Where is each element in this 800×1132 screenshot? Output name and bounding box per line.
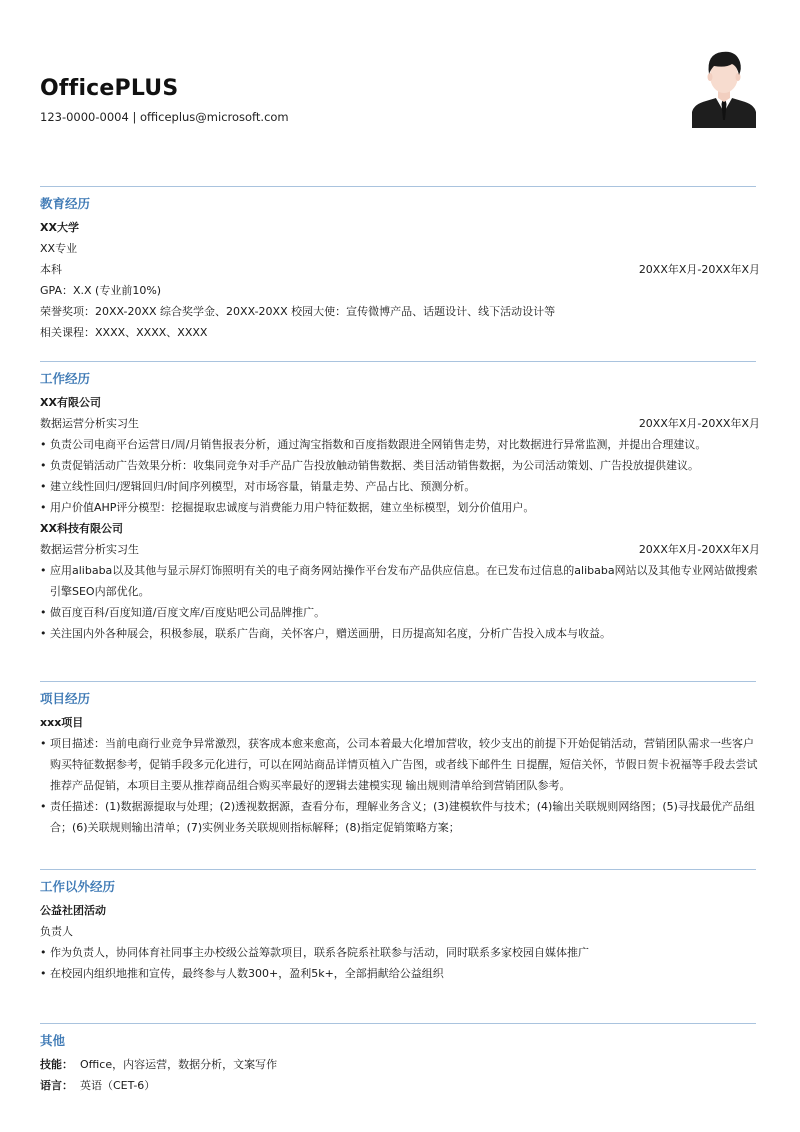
skills-label: 技能： (40, 1058, 73, 1071)
education-date: 20XX年X月-20XX年X月 (638, 263, 760, 276)
other-section (40, 1023, 756, 1096)
education-section (40, 186, 760, 343)
job-role-row (40, 413, 760, 434)
activities-title: 工作以外经历 (40, 879, 116, 894)
section-divider (40, 1023, 756, 1024)
major: XX专业 (40, 242, 78, 255)
work-title: 工作经历 (40, 371, 91, 386)
project-name: xxx项目 (40, 716, 84, 729)
other-title: 其他 (40, 1033, 66, 1048)
job-entry (40, 392, 760, 518)
education-title: 教育经历 (40, 196, 91, 211)
degree: 本科 (40, 263, 62, 276)
avatar-portrait (692, 42, 756, 128)
project-bullet: • 项目描述：当前电商行业竞争异常激烈，获客成本愈来愈高，公司本着最大化增加营收，较少支出的前提下开始促销活动，营销团队需求一些客户购买特征数据参考，促销手段多元化进行，可以在网站商品详情页植入广告图，或者线下邮件生 日提醒，短信关怀，节假日贺卡祝福等手段去尝试推荐产品促销，本项目主要从推荐商品组合购买率最好的逻辑去建模实现 输出规则清单给到营销团队参考。 (40, 733, 762, 796)
activity-org: 公益社团活动 (40, 904, 106, 917)
language-label: 语言： (40, 1079, 73, 1092)
activities-section (40, 869, 756, 984)
school-name: XX大学 (40, 221, 79, 234)
contact-info: 123-0000-0004 | officeplus@microsoft.com (40, 110, 289, 124)
degree-row (40, 259, 760, 280)
language-row (40, 1075, 756, 1096)
job-bullet: • 负责促销活动广告效果分析：收集同竞争对手产品广告投放触动销售数据、类目活动销售数据，为公司活动策划、广告投放提供建议。 (40, 455, 762, 476)
activity-bullet: • 作为负责人，协同体育社同事主办校级公益筹款项目，联系各院系社联参与活动，同时联系多家校园自媒体推广 (40, 942, 762, 963)
job-bullets (40, 434, 756, 518)
activity-role: 负责人 (40, 925, 73, 938)
language-value: 英语（CET-6） (80, 1079, 156, 1092)
job-bullet: • 用户价值AHP评分模型：挖掘提取忠诚度与消费能力用户特征数据，建立坐标模型，划分价值用户。 (40, 497, 762, 518)
section-divider (40, 869, 756, 870)
job-bullet: • 建立线性回归/逻辑回归/时间序列模型，对市场容量，销量走势、产品占比、预测分析。 (40, 476, 762, 497)
job-bullet: • 负责公司电商平台运营日/周/月销售报表分析，通过淘宝指数和百度指数跟进全网销售走势，对比数据进行异常监测，并提出合理建议。 (40, 434, 762, 455)
job-bullet: • 应用alibaba以及其他与显示屏灯饰照明有关的电子商务网站操作平台发布产品供应信息。在已发布过信息的alibaba网站以及其他专业网站做搜索引擎SEO内部优化。 (40, 560, 762, 602)
job-bullet: • 做百度百科/百度知道/百度文库/百度贴吧公司品牌推广。 (40, 602, 762, 623)
job-date: 20XX年X月-20XX年X月 (638, 417, 760, 430)
section-divider (40, 681, 756, 682)
skills-row (40, 1054, 756, 1075)
project-bullet: • 责任描述：(1)数据源提取与处理；(2)透视数据源，查看分布，理解业务含义；(3)建模软件与技术；(4)输出关联规则网络图；(5)寻找最优产品组合；(6)关联规则输出清单；(7)实例业务关联规则指标解释；(8)指定促销策略方案； (40, 796, 762, 838)
job-entry (40, 518, 760, 644)
candidate-name: OfficePLUS (40, 76, 179, 101)
activity-bullet: • 在校园内组织地推和宣传，最终参与人数300+，盈利5k+，全部捐献给公益组织 (40, 963, 762, 984)
job-bullets (40, 560, 756, 644)
section-divider (40, 186, 756, 187)
skills-value: Office，内容运营，数据分析，文案写作 (80, 1058, 278, 1071)
job-role-row (40, 539, 760, 560)
honors: 荣誉奖项：20XX-20XX 综合奖学金、20XX-20XX 校园大使：宣传微博产品、话题设计、线下活动设计等 (40, 305, 556, 318)
section-divider (40, 361, 756, 362)
projects-section (40, 681, 756, 838)
projects-title: 项目经历 (40, 691, 91, 706)
job-bullet: • 关注国内外各种展会，积极参展，联系广告商，关怀客户，赠送画册，日历提高知名度，分析广告投入成本与收益。 (40, 623, 762, 644)
job-role: 数据运营分析实习生 (40, 543, 139, 556)
courses: 相关课程：XXXX、XXXX、XXXX (40, 326, 208, 339)
activity-bullets (40, 942, 756, 984)
project-bullets (40, 733, 756, 838)
company-name: XX科技有限公司 (40, 522, 123, 535)
job-date: 20XX年X月-20XX年X月 (638, 543, 760, 556)
company-name: XX有限公司 (40, 396, 101, 409)
job-role: 数据运营分析实习生 (40, 417, 139, 430)
gpa: GPA：X.X (专业前10%) (40, 284, 162, 297)
work-section (40, 361, 760, 644)
